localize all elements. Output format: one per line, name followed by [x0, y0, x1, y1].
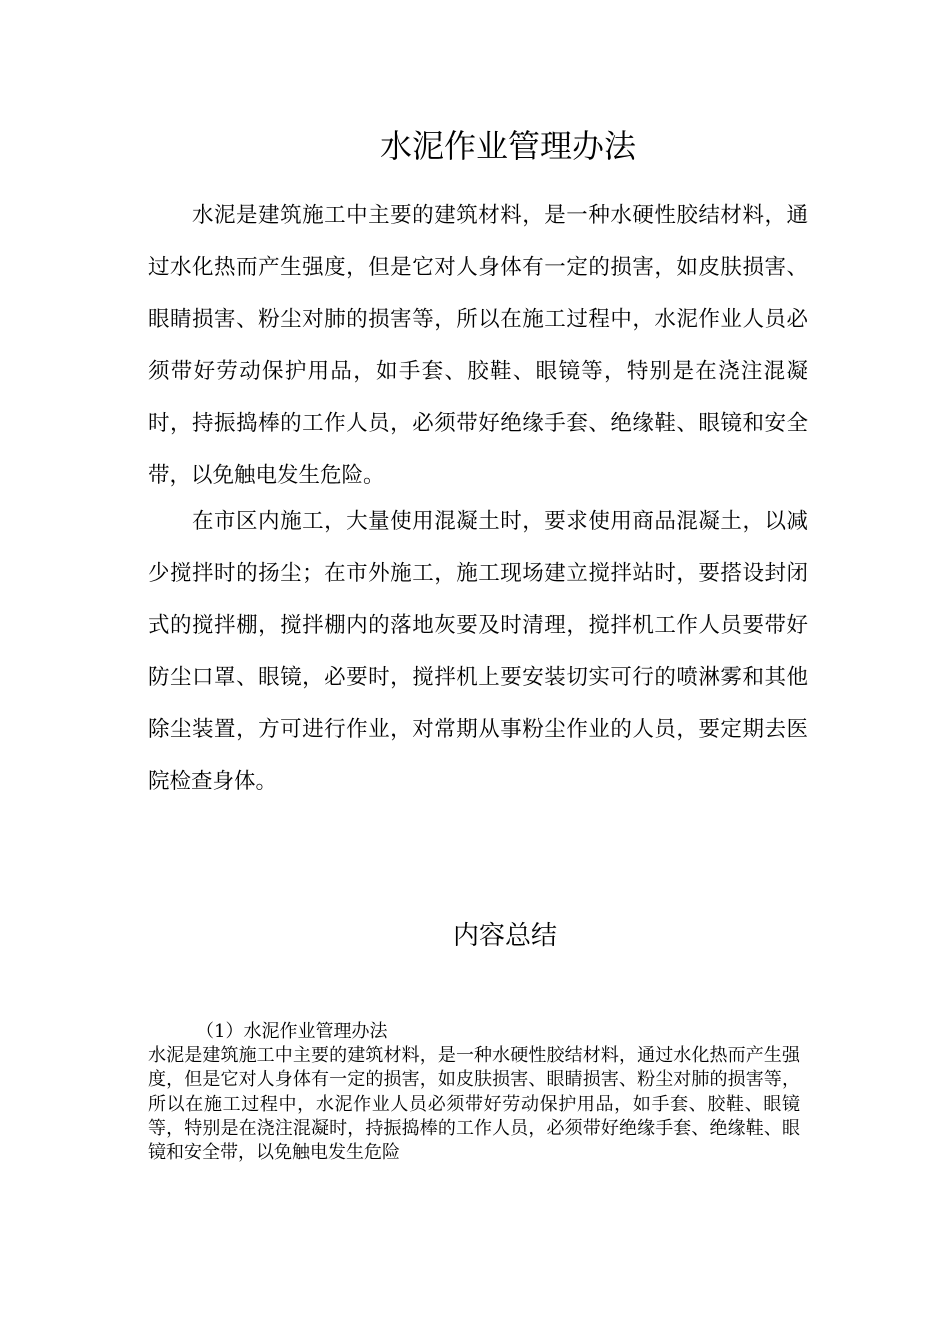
body-paragraph-2: 在市区内施工，大量使用混凝土时，要求使用商品混凝土，以减少搅拌时的扬尘；在市外施工，施工现场建立搅拌站时，要搭设封闭式的搅拌棚，搅拌棚内的落地灰要及时清理，搅拌机工作人员要带好防尘口罩、眼镜，必要时，搅拌机上要安装切实可行的喷淋雾和其他除尘装置，方可进行作业，对常期从事粉尘作业的人员，要定期去医院检查身体。	[148, 509, 808, 794]
body-paragraph-1: 水泥是建筑施工中主要的建筑材料，是一种水硬性胶结材料，通过水化热而产生强度，但是它对人身体有一定的损害，如皮肤损害、眼睛损害、粉尘对肺的损害等，所以在施工过程中，水泥作业人员必须带好劳动保护用品，如手套、胶鞋、眼镜等，特别是在浇注混凝时，持振捣棒的工作人员，必须带好绝缘手套、绝缘鞋、眼镜和安全带，以免触电发生危险。	[148, 203, 808, 488]
summary-item-text: 水泥是建筑施工中主要的建筑材料，是一种水硬性胶结材料，通过水化热而产生强度，但是它对人身体有一定的损害，如皮肤损害、眼睛损害、粉尘对肺的损害等，所以在施工过程中，水泥作业人员必须带好劳动保护用品，如手套、胶鞋、眼镜等，特别是在浇注混凝时，持振捣棒的工作人员，必须带好绝缘手套、绝缘鞋、眼镜和安全带，以免触电发生危险	[148, 1045, 800, 1164]
summary-item-heading: （1）水泥作业管理办法	[196, 1021, 388, 1042]
summary-title: 内容总结	[452, 921, 557, 951]
page-title: 水泥作业管理办法	[379, 127, 636, 165]
